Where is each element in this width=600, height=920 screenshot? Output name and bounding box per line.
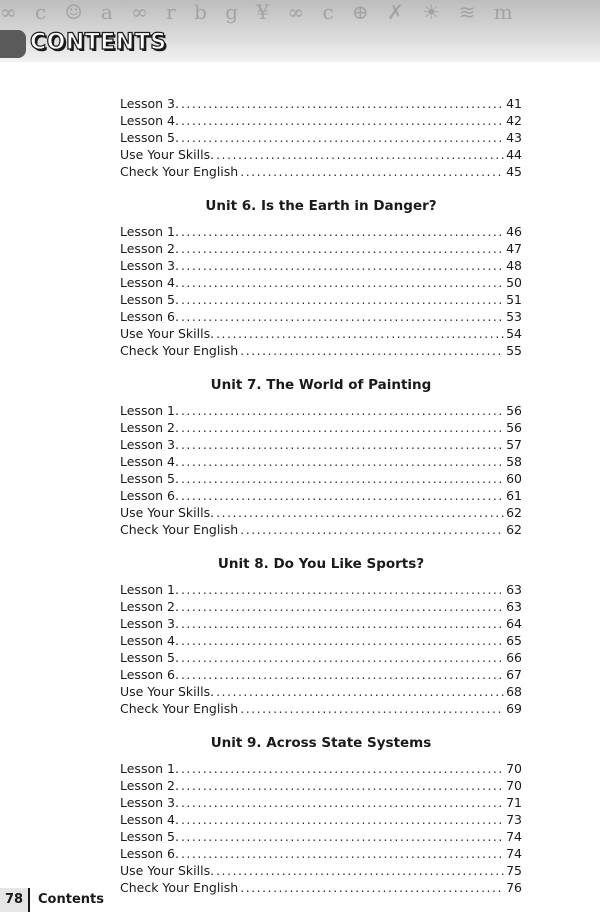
toc-entry-label: Lesson 2. (120, 599, 179, 614)
toc-entry (120, 487, 522, 504)
toc-entry (120, 632, 522, 649)
toc-entry-page: 50 (506, 275, 522, 290)
toc-entry-label: Lesson 1. (120, 224, 179, 239)
toc-entry-page: 56 (506, 403, 522, 418)
dot-leader (181, 649, 504, 666)
toc-entry-label: Lesson 6. (120, 846, 179, 861)
toc-entry (120, 112, 522, 129)
toc-entry (120, 146, 522, 163)
toc-entry (120, 700, 522, 717)
toc-entry (120, 436, 522, 453)
toc-entry-label: Use Your Skills. (120, 863, 215, 878)
toc-entry (120, 240, 522, 257)
toc-entry-page: 65 (506, 633, 522, 648)
toc-entry-label: Lesson 4. (120, 275, 179, 290)
toc-entry (120, 504, 522, 521)
toc-entry (120, 521, 522, 538)
dot-leader (181, 811, 504, 828)
toc-entry (120, 598, 522, 615)
toc-entry-label: Lesson 5. (120, 130, 179, 145)
toc-entry (120, 615, 522, 632)
toc-entry-label: Lesson 2. (120, 420, 179, 435)
toc-entry-page: 69 (506, 701, 522, 716)
toc-entry-page: 42 (506, 113, 522, 128)
toc-entry (120, 325, 522, 342)
toc-entry-label: Use Your Skills. (120, 505, 215, 520)
toc-entry-label: Lesson 5. (120, 292, 179, 307)
dot-leader (181, 291, 504, 308)
toc-section (120, 735, 522, 896)
toc-entry-page: 63 (506, 582, 522, 597)
toc-entry-label: Lesson 1. (120, 403, 179, 418)
toc-entry (120, 760, 522, 777)
dot-leader (216, 504, 504, 521)
toc-entry-page: 67 (506, 667, 522, 682)
toc-entry (120, 453, 522, 470)
toc-entry-label: Lesson 3. (120, 96, 179, 111)
footer-title: Contents (38, 892, 104, 907)
toc-entry-page: 56 (506, 420, 522, 435)
toc-entry (120, 95, 522, 112)
toc-entry-label: Check Your English (120, 522, 239, 537)
dot-leader (240, 521, 504, 538)
toc-entry-page: 73 (506, 812, 522, 827)
dot-leader (181, 487, 504, 504)
toc-entry-label: Check Your English (120, 701, 239, 716)
page-footer (0, 886, 600, 914)
toc-entry (120, 163, 522, 180)
dot-leader (181, 402, 504, 419)
toc-section (120, 95, 522, 180)
toc-entry-page: 75 (506, 863, 522, 878)
toc-entry-label: Lesson 5. (120, 471, 179, 486)
dot-leader (181, 615, 504, 632)
toc-entry-label: Lesson 1. (120, 761, 179, 776)
dot-leader (181, 223, 504, 240)
unit-title: Unit 8. Do You Like Sports? (217, 556, 425, 572)
dot-leader (181, 828, 504, 845)
toc-entry-page: 47 (506, 241, 522, 256)
dot-leader (181, 129, 504, 146)
toc-section (120, 377, 522, 538)
toc-entry-page: 74 (506, 846, 522, 861)
toc-entry-page: 76 (506, 880, 522, 895)
toc-entry-page: 45 (506, 164, 522, 179)
toc-entry (120, 274, 522, 291)
toc-entry-label: Use Your Skills. (120, 326, 215, 341)
page-title: CONTENTS (30, 30, 167, 55)
toc-entry-label: Lesson 4. (120, 113, 179, 128)
toc-entry-label: Lesson 5. (120, 829, 179, 844)
toc-entry-label: Lesson 6. (120, 309, 179, 324)
dot-leader (181, 632, 504, 649)
toc-entry (120, 649, 522, 666)
toc-entry (120, 291, 522, 308)
dot-leader (216, 862, 504, 879)
dot-leader (181, 95, 504, 112)
toc-entry-page: 62 (506, 505, 522, 520)
banner-doodles: ∞ c ☺ a ∞ r b g ¥ ∞ c ⊕ ✗ ☀ ≋ m (0, 0, 519, 24)
toc-entry (120, 581, 522, 598)
toc-entry-page: 74 (506, 829, 522, 844)
toc-entry-page: 48 (506, 258, 522, 273)
toc-entry-label: Lesson 3. (120, 437, 179, 452)
toc-entry-label: Lesson 6. (120, 667, 179, 682)
toc-entry (120, 666, 522, 683)
toc-entry-page: 63 (506, 599, 522, 614)
toc-entry-label: Lesson 3. (120, 258, 179, 273)
toc-entry (120, 470, 522, 487)
dot-leader (216, 683, 504, 700)
dot-leader (181, 666, 504, 683)
toc-entry-label: Use Your Skills. (120, 147, 215, 162)
toc-entry (120, 308, 522, 325)
dot-leader (216, 146, 504, 163)
dot-leader (181, 274, 504, 291)
unit-title: Unit 6. Is the Earth in Danger? (205, 198, 437, 214)
toc-entry-page: 66 (506, 650, 522, 665)
toc-entry-label: Lesson 4. (120, 454, 179, 469)
dot-leader (181, 794, 504, 811)
dot-leader (181, 240, 504, 257)
dot-leader (181, 760, 504, 777)
toc-entry (120, 794, 522, 811)
toc-entry-page: 62 (506, 522, 522, 537)
toc-entry-page: 54 (506, 326, 522, 341)
toc-entry (120, 402, 522, 419)
dot-leader (181, 419, 504, 436)
banner-tab (0, 30, 26, 58)
page-number: 78 (0, 888, 30, 912)
toc-entry-page: 68 (506, 684, 522, 699)
toc-entry-label: Lesson 4. (120, 633, 179, 648)
dot-leader (216, 325, 504, 342)
toc-entry-page: 70 (506, 761, 522, 776)
toc-entry-label: Lesson 1. (120, 582, 179, 597)
toc-entry-label: Use Your Skills. (120, 684, 215, 699)
toc-entry (120, 828, 522, 845)
toc-entry-page: 60 (506, 471, 522, 486)
dot-leader (181, 470, 504, 487)
toc-entry-label: Lesson 6. (120, 488, 179, 503)
unit-title: Unit 9. Across State Systems (210, 735, 432, 751)
dot-leader (181, 436, 504, 453)
toc-section (120, 556, 522, 717)
dot-leader (181, 308, 504, 325)
toc-entry-page: 70 (506, 778, 522, 793)
dot-leader (181, 598, 504, 615)
table-of-contents (120, 95, 522, 914)
toc-entry-label: Check Your English (120, 164, 239, 179)
toc-entry-label: Lesson 3. (120, 795, 179, 810)
toc-entry-page: 46 (506, 224, 522, 239)
toc-entry (120, 257, 522, 274)
toc-entry-label: Lesson 5. (120, 650, 179, 665)
toc-entry-label: Check Your English (120, 343, 239, 358)
toc-entry-page: 57 (506, 437, 522, 452)
toc-entry-label: Lesson 4. (120, 812, 179, 827)
toc-entry-label: Lesson 2. (120, 241, 179, 256)
contents-banner (0, 0, 600, 62)
toc-entry-page: 71 (506, 795, 522, 810)
toc-entry-page: 64 (506, 616, 522, 631)
dot-leader (181, 257, 504, 274)
toc-entry-page: 61 (506, 488, 522, 503)
toc-entry-page: 53 (506, 309, 522, 324)
toc-entry (120, 129, 522, 146)
toc-entry-page: 41 (506, 96, 522, 111)
toc-entry (120, 342, 522, 359)
unit-title: Unit 7. The World of Painting (210, 377, 432, 393)
toc-section (120, 198, 522, 359)
toc-entry (120, 845, 522, 862)
toc-entry (120, 862, 522, 879)
dot-leader (181, 581, 504, 598)
toc-entry (120, 683, 522, 700)
dot-leader (240, 700, 504, 717)
dot-leader (240, 342, 504, 359)
toc-entry-page: 58 (506, 454, 522, 469)
toc-entry (120, 419, 522, 436)
toc-entry-label: Lesson 3. (120, 616, 179, 631)
toc-entry (120, 223, 522, 240)
toc-entry-page: 55 (506, 343, 522, 358)
dot-leader (181, 453, 504, 470)
dot-leader (181, 845, 504, 862)
toc-entry-page: 43 (506, 130, 522, 145)
toc-entry-label: Check Your English (120, 880, 239, 895)
toc-entry (120, 811, 522, 828)
toc-entry-label: Lesson 2. (120, 778, 179, 793)
toc-entry-page: 44 (506, 147, 522, 162)
toc-entry (120, 777, 522, 794)
dot-leader (240, 163, 504, 180)
dot-leader (181, 777, 504, 794)
dot-leader (181, 112, 504, 129)
toc-entry-page: 51 (506, 292, 522, 307)
